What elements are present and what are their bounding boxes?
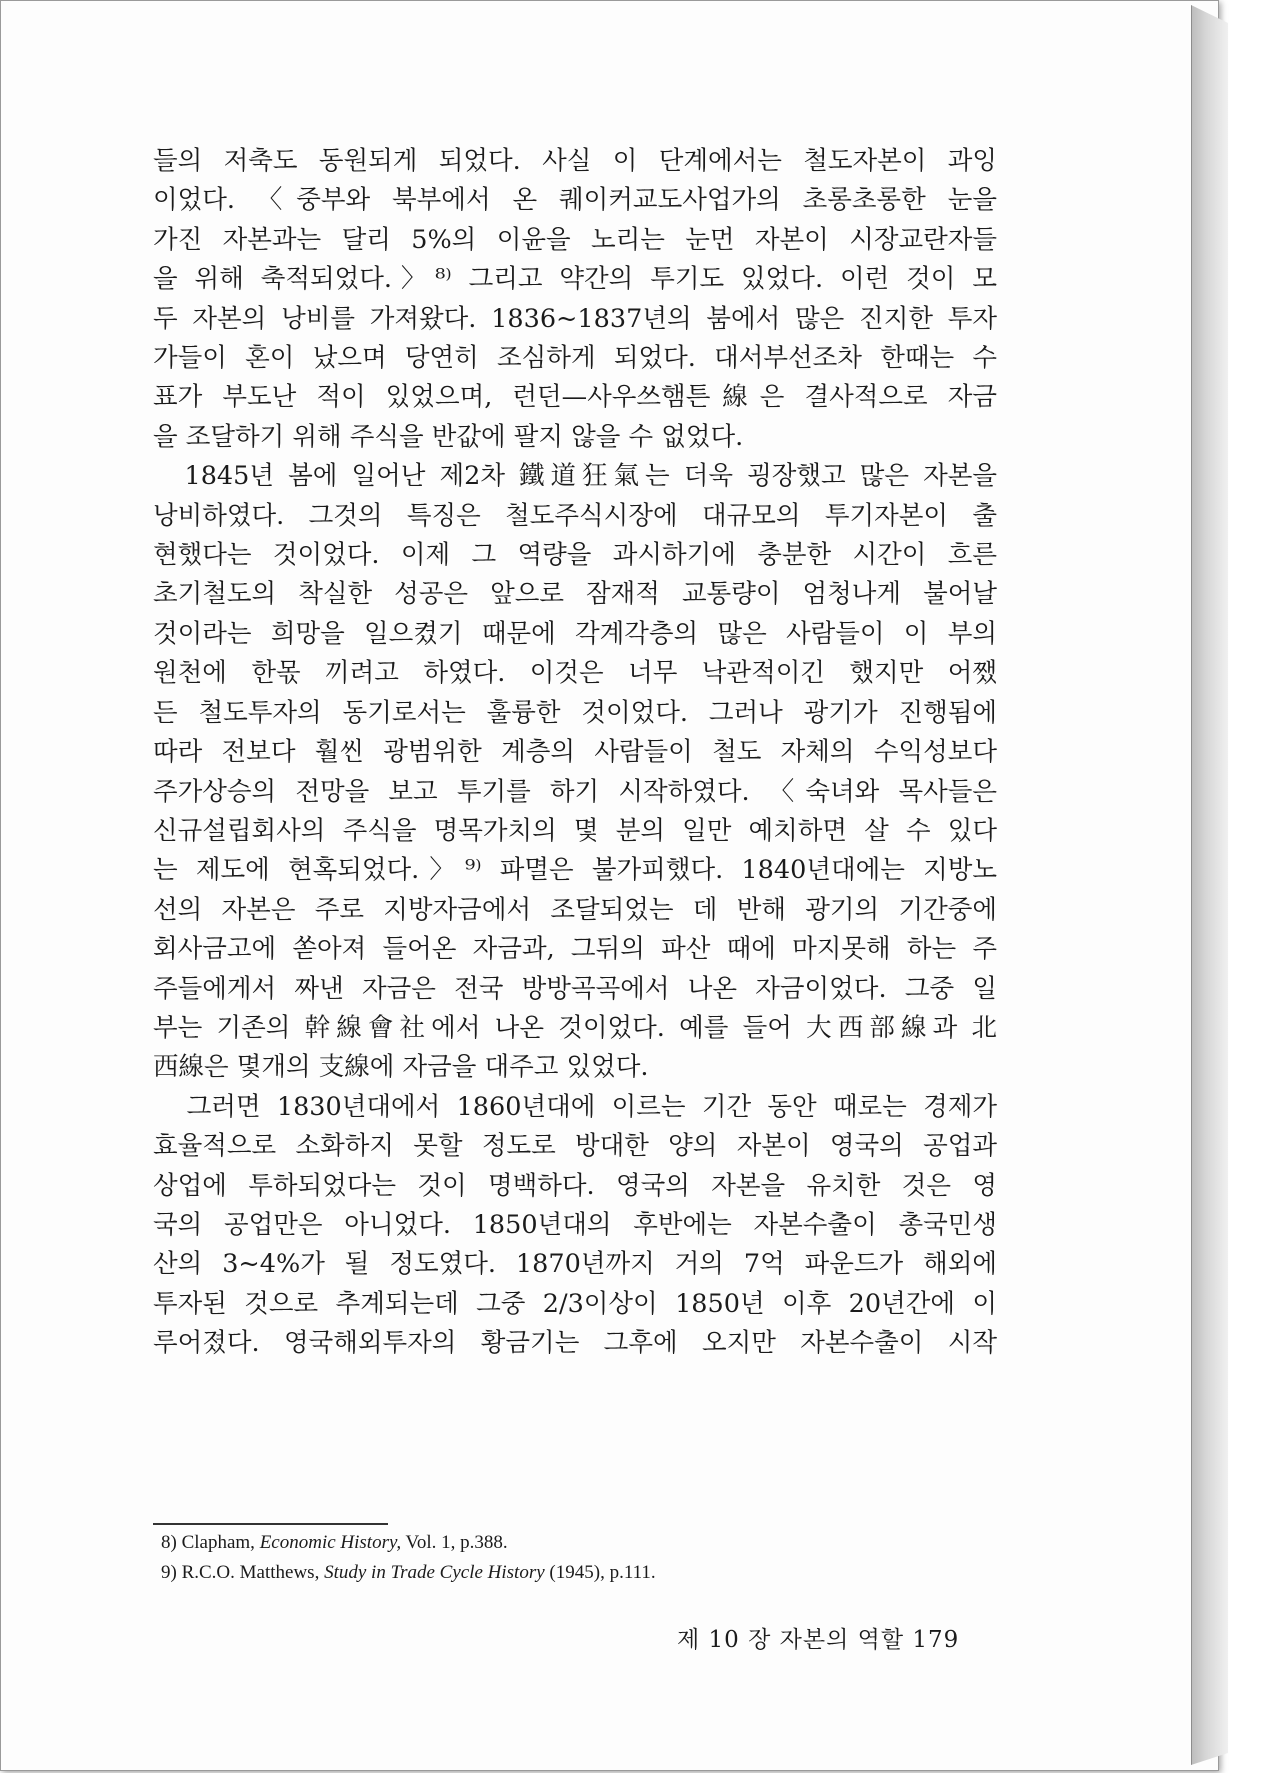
text-line: 원천에 한몫 끼려고 하였다. 이것은 너무 낙관적이긴 했지만 어쨌 <box>153 658 997 689</box>
text-line: 가진 자본과는 달리 5%의 이윤을 노리는 눈먼 자본이 시장교란자들 <box>153 224 997 255</box>
footnotes <box>161 1528 656 1588</box>
text-line: 투자된 것으로 추계되는데 그중 2/3이상이 1850년 이후 20년간에 이 <box>153 1288 997 1319</box>
footnote-8: 8) Clapham, Economic History, Vol. 1, p.388. <box>161 1532 508 1553</box>
text-line: 국의 공업만은 아니었다. 1850년대의 후반에는 자본수출이 총국민생 <box>153 1209 997 1240</box>
text-line: 낭비하였다. 그것의 특징은 철도주식시장에 대규모의 투기자본이 출 <box>153 500 997 531</box>
text-line: 산의 3~4%가 될 정도였다. 1870년까지 거의 7억 파운드가 해외에 <box>153 1249 997 1280</box>
text-line: 두 자본의 낭비를 가져왔다. 1836~1837년의 붐에서 많은 진지한 투자 <box>153 303 997 334</box>
text-line: 것이라는 희망을 일으켰기 때문에 각계각층의 많은 사람들이 이 부의 <box>153 618 997 649</box>
text-line: 을 조달하기 위해 주식을 반값에 팔지 않을 수 없었다. <box>153 421 744 452</box>
text-line: 는 제도에 현혹되었다.〉⁹⁾ 파멸은 불가피했다. 1840년대에는 지방노 <box>153 855 997 886</box>
running-foot-page-number: 제 10 장 자본의 역할 179 <box>677 1627 960 1653</box>
body-text <box>153 142 997 1364</box>
text-line: 루어졌다. 영국해외투자의 황금기는 그후에 오지만 자본수출이 시작 <box>153 1328 997 1359</box>
body-paragraphs <box>153 142 997 1364</box>
text-line: 이었다. 〈중부와 북부에서 온 퀘이커교도사업가의 초롱초롱한 눈을 <box>153 185 997 216</box>
text-line: 든 철도투자의 동기로서는 훌륭한 것이었다. 그러나 광기가 진행됨에 <box>153 697 997 728</box>
text-line: 선의 자본은 주로 지방자금에서 조달되었는 데 반해 광기의 기간중에 <box>153 894 997 925</box>
text-line: 상업에 투하되었다는 것이 명백하다. 영국의 자본을 유치한 것은 영 <box>153 1170 997 1201</box>
text-line: 주가상승의 전망을 보고 투기를 하기 시작하였다. 〈숙녀와 목사들은 <box>153 776 997 807</box>
text-line: 신규설립회사의 주식을 명목가치의 몇 분의 일만 예치하면 살 수 있다 <box>153 815 997 846</box>
text-line: 초기철도의 착실한 성공은 앞으로 잠재적 교통량이 엄청나게 불어날 <box>153 579 997 610</box>
text-line: 1845년 봄에 일어난 제2차 鐵道狂氣는 더욱 굉장했고 많은 자본을 <box>153 461 997 492</box>
text-line: 가들이 혼이 났으며 당연히 조심하게 되었다. 대서부선조차 한때는 수 <box>153 343 997 374</box>
text-line: 현했다는 것이었다. 이제 그 역량을 과시하기에 충분한 시간이 흐른 <box>153 540 997 571</box>
footnote-9: 9) R.C.O. Matthews, Study in Trade Cycle History (1945), p.111. <box>161 1562 656 1583</box>
text-line: 그러면 1830년대에서 1860년대에 이르는 기간 동안 때로는 경제가 <box>153 1091 997 1122</box>
text-line: 회사금고에 쏟아져 들어온 자금과, 그뒤의 파산 때에 마지못해 하는 주 <box>153 934 997 965</box>
text-line: 을 위해 축적되었다.〉⁸⁾ 그리고 약간의 투기도 있었다. 이런 것이 모 <box>153 264 997 295</box>
page-stack-edge <box>1191 5 1228 1765</box>
text-line: 효율적으로 소화하지 못할 정도로 방대한 양의 자본이 영국의 공업과 <box>153 1131 997 1162</box>
text-line: 들의 저축도 동원되게 되었다. 사실 이 단계에서는 철도자본이 과잉 <box>153 146 997 176</box>
text-line: 따라 전보다 훨씬 광범위한 계층의 사람들이 철도 자체의 수익성보다 <box>153 737 997 768</box>
footnote-rule <box>153 1523 388 1525</box>
text-line: 부는 기존의 幹線會社에서 나온 것이었다. 예를 들어 大西部線과 北 <box>153 1012 997 1043</box>
text-line: 주들에게서 짜낸 자금은 전국 방방곡곡에서 나온 자금이었다. 그중 일 <box>153 973 997 1004</box>
text-line: 표가 부도난 적이 있었으며, 런던—사우쓰햄튼線은 결사적으로 자금 <box>153 382 997 413</box>
text-line: 西線은 몇개의 支線에 자금을 대주고 있었다. <box>153 1052 649 1083</box>
